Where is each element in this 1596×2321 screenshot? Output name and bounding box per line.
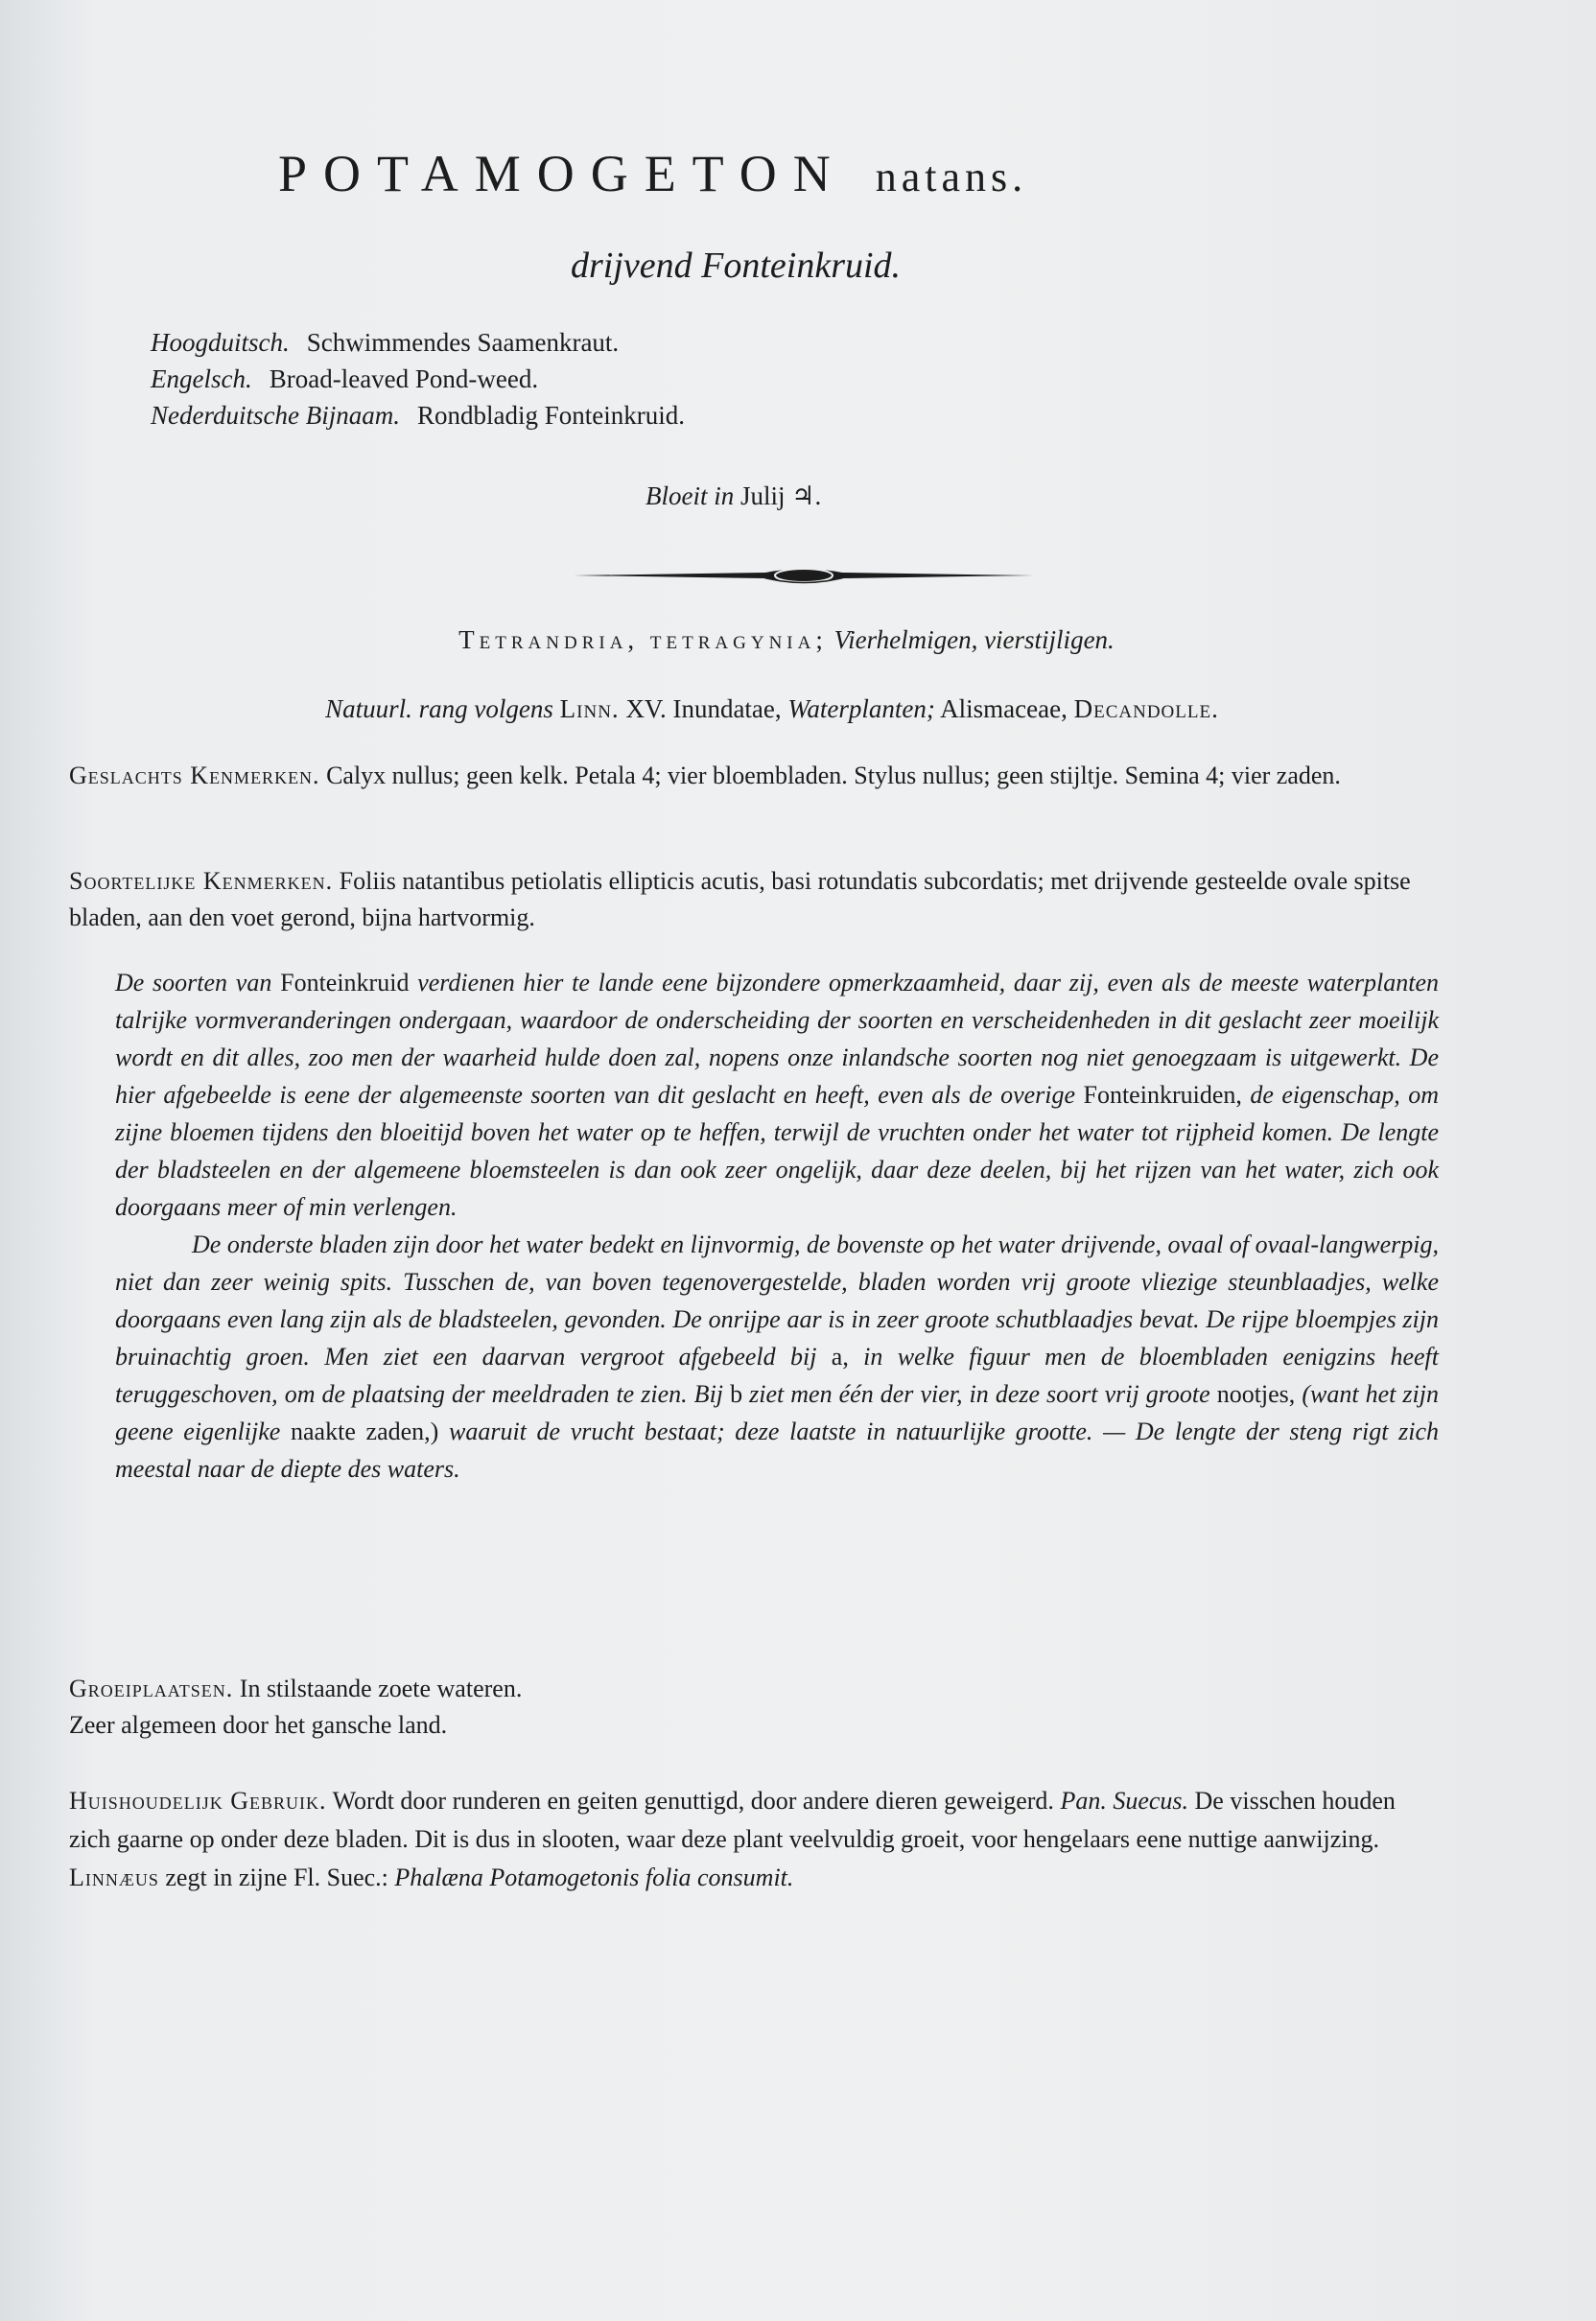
order-number: XV. Inundatae, (625, 694, 782, 723)
text-run: De soorten van (115, 969, 272, 996)
language-label: Nederduitsche Bijnaam. (151, 401, 400, 430)
text-run: in welke figuur men de bloembladen eenigzins heeft teruggeschoven, om de plaatsing der meeldraden te zien. Bij (115, 1343, 1439, 1408)
text-run: De onderste bladen zijn door het water bedekt en lijnvormig, de bovenste op het water drijvende, ovaal of ovaal-langwerpig, niet dan zeer weinig spits. Tusschen de, van boven tegenovergestelde, bladen worden vrij groote vliezige steunblaadjes, welke doorgaans even lang zijn als de bladsteelen, gevonden. De onrijpe aar is in zeer groote schutblaadjes bevat. De rijpe bloempjes zijn bruinachtig groen. Men ziet een daarvan vergroot afgebeeld bij (115, 1231, 1439, 1371)
vernacular-row (151, 397, 685, 434)
species-characters (69, 863, 1441, 936)
vernacular-name: Broad-leaved Pond-weed. (269, 364, 539, 393)
text-run: naakte zaden,) (291, 1418, 439, 1445)
text-run: zegt in zijne Fl. Suec.: (165, 1864, 388, 1891)
natural-order-line (168, 691, 1376, 727)
text-run: de eigenschap, om zijne bloemen tijdens den bloeitijd boven het water op te heffen, terwijl de vruchten onder het water tot rijpheid komen. De lengte der bladsteelen en der algemeene bloemsteelen is dan ook zeer ongelijk, daar deze deelen, bij het rijzen van het water, zich ook doorgaans meer of min verlengen. (115, 1081, 1440, 1221)
figure-ref-b: b (730, 1380, 743, 1408)
vernacular-row (151, 324, 685, 361)
author-linnaeus: Linnæus (69, 1864, 159, 1891)
habitat-distribution: Zeer algemeen door het gansche land. (69, 1711, 448, 1739)
text-run: Fonteinkruiden, (1083, 1081, 1242, 1109)
habitat-text: In stilstaande zoete wateren. (239, 1675, 523, 1702)
order-dutch: Waterplanten; (787, 694, 935, 723)
habitat-label: Groeiplaatsen. (69, 1675, 234, 1702)
text-run: ziet men één der vier, in deze soort vrij groote (749, 1380, 1210, 1408)
vernacular-row (151, 361, 685, 397)
species-characters-label: Soortelijke Kenmerken. (69, 867, 334, 895)
genus-characters (69, 758, 1441, 794)
text-run: Wordt door runderen en geiten genuttigd, door andere dieren geweigerd. (332, 1787, 1054, 1815)
habitat-line (69, 1671, 1441, 1707)
dutch-class: Vierhelmigen, vierstijligen. (833, 625, 1115, 654)
classification-line (307, 621, 1266, 658)
genus-characters-text: Calyx nullus; geen kelk. Petala 4; vier bloembladen. Stylus nullus; geen stijltje. Semina 4; vier zaden. (326, 762, 1341, 789)
economic-use-label: Huishoudelijk Gebruik. (69, 1787, 327, 1815)
language-label: Hoogduitsch. (151, 328, 290, 357)
latin-quote: Phalæna Potamogetonis folia consumit. (394, 1864, 794, 1891)
description (115, 964, 1439, 1488)
ornamental-divider (574, 561, 1034, 590)
economic-use-section (69, 1782, 1441, 1897)
flowering-label: Bloeit in (645, 481, 735, 510)
author-linnaeus: Linn. (559, 694, 620, 723)
text-run: (want het zijn geene eigenlijke (115, 1380, 1439, 1445)
description-paragraph (115, 1226, 1439, 1488)
flowering-line (645, 481, 821, 511)
natural-order-prefix: Natuurl. rang volgens (325, 694, 553, 723)
habitat-section (69, 1671, 1441, 1744)
text-run: nootjes, (1216, 1380, 1296, 1408)
author-decandolle: Decandolle. (1073, 694, 1219, 723)
description-paragraph (115, 964, 1439, 1226)
vernacular-name: Rondbladig Fonteinkruid. (416, 401, 685, 430)
citation: Pan. Suecus. (1060, 1787, 1189, 1815)
text-run: waaruit de vrucht bestaat; deze laatste in natuurlijke grootte. — De lengte der steng rigt zich meestal naar de diepte des waters. (115, 1418, 1440, 1483)
text-run: De visschen houden zich gaarne op onder deze bladen. Dit is dus in slooten, waar deze plant veelvuldig groeit, voor hengelaars eene nuttige aanwijzing. (69, 1787, 1396, 1853)
page-subtitle: drijvend Fonteinkruid. (571, 246, 902, 286)
linnaean-class: Tetrandria, tetragynia; (458, 625, 828, 654)
text-run: Fonteinkruid (280, 969, 410, 996)
species-characters-text: Foliis natantibus petiolatis ellipticis acutis, basi rotundatis subcordatis; met drijvende gesteelde ovale spitse bladen, aan den voet gerond, bijna hartvormig. (69, 867, 1411, 931)
vernacular-names (151, 324, 685, 434)
title-species: natans. (875, 153, 1028, 200)
page-title (278, 144, 1333, 203)
family-name: Alismaceae, (940, 694, 1068, 723)
language-label: Engelsch. (151, 364, 252, 393)
genus-characters-label: Geslachts Kenmerken. (69, 762, 320, 789)
text-run: verdienen hier te lande eene bijzondere opmerkzaamheid, daar zij, even als de meeste waterplanten talrijke vormveranderingen ondergaan, waardoor de onderscheiding der soorten en verscheidenheden in dit geslacht zeer moeilijk wordt en dit alles, zoo men der waarheid hulde doen zal, nopens onze inlandsche soorten nog niet genoegzaam is uitgewerkt. De hier afgebeelde is eene der algemeenste soorten van dit geslacht en heeft, even als de overige (115, 969, 1440, 1109)
figure-ref-a: a, (831, 1343, 849, 1371)
title-genus: POTAMOGETON (278, 145, 847, 202)
flowering-month: Julij ♃. (739, 481, 822, 510)
vernacular-name: Schwimmendes Saamenkraut. (306, 328, 620, 357)
